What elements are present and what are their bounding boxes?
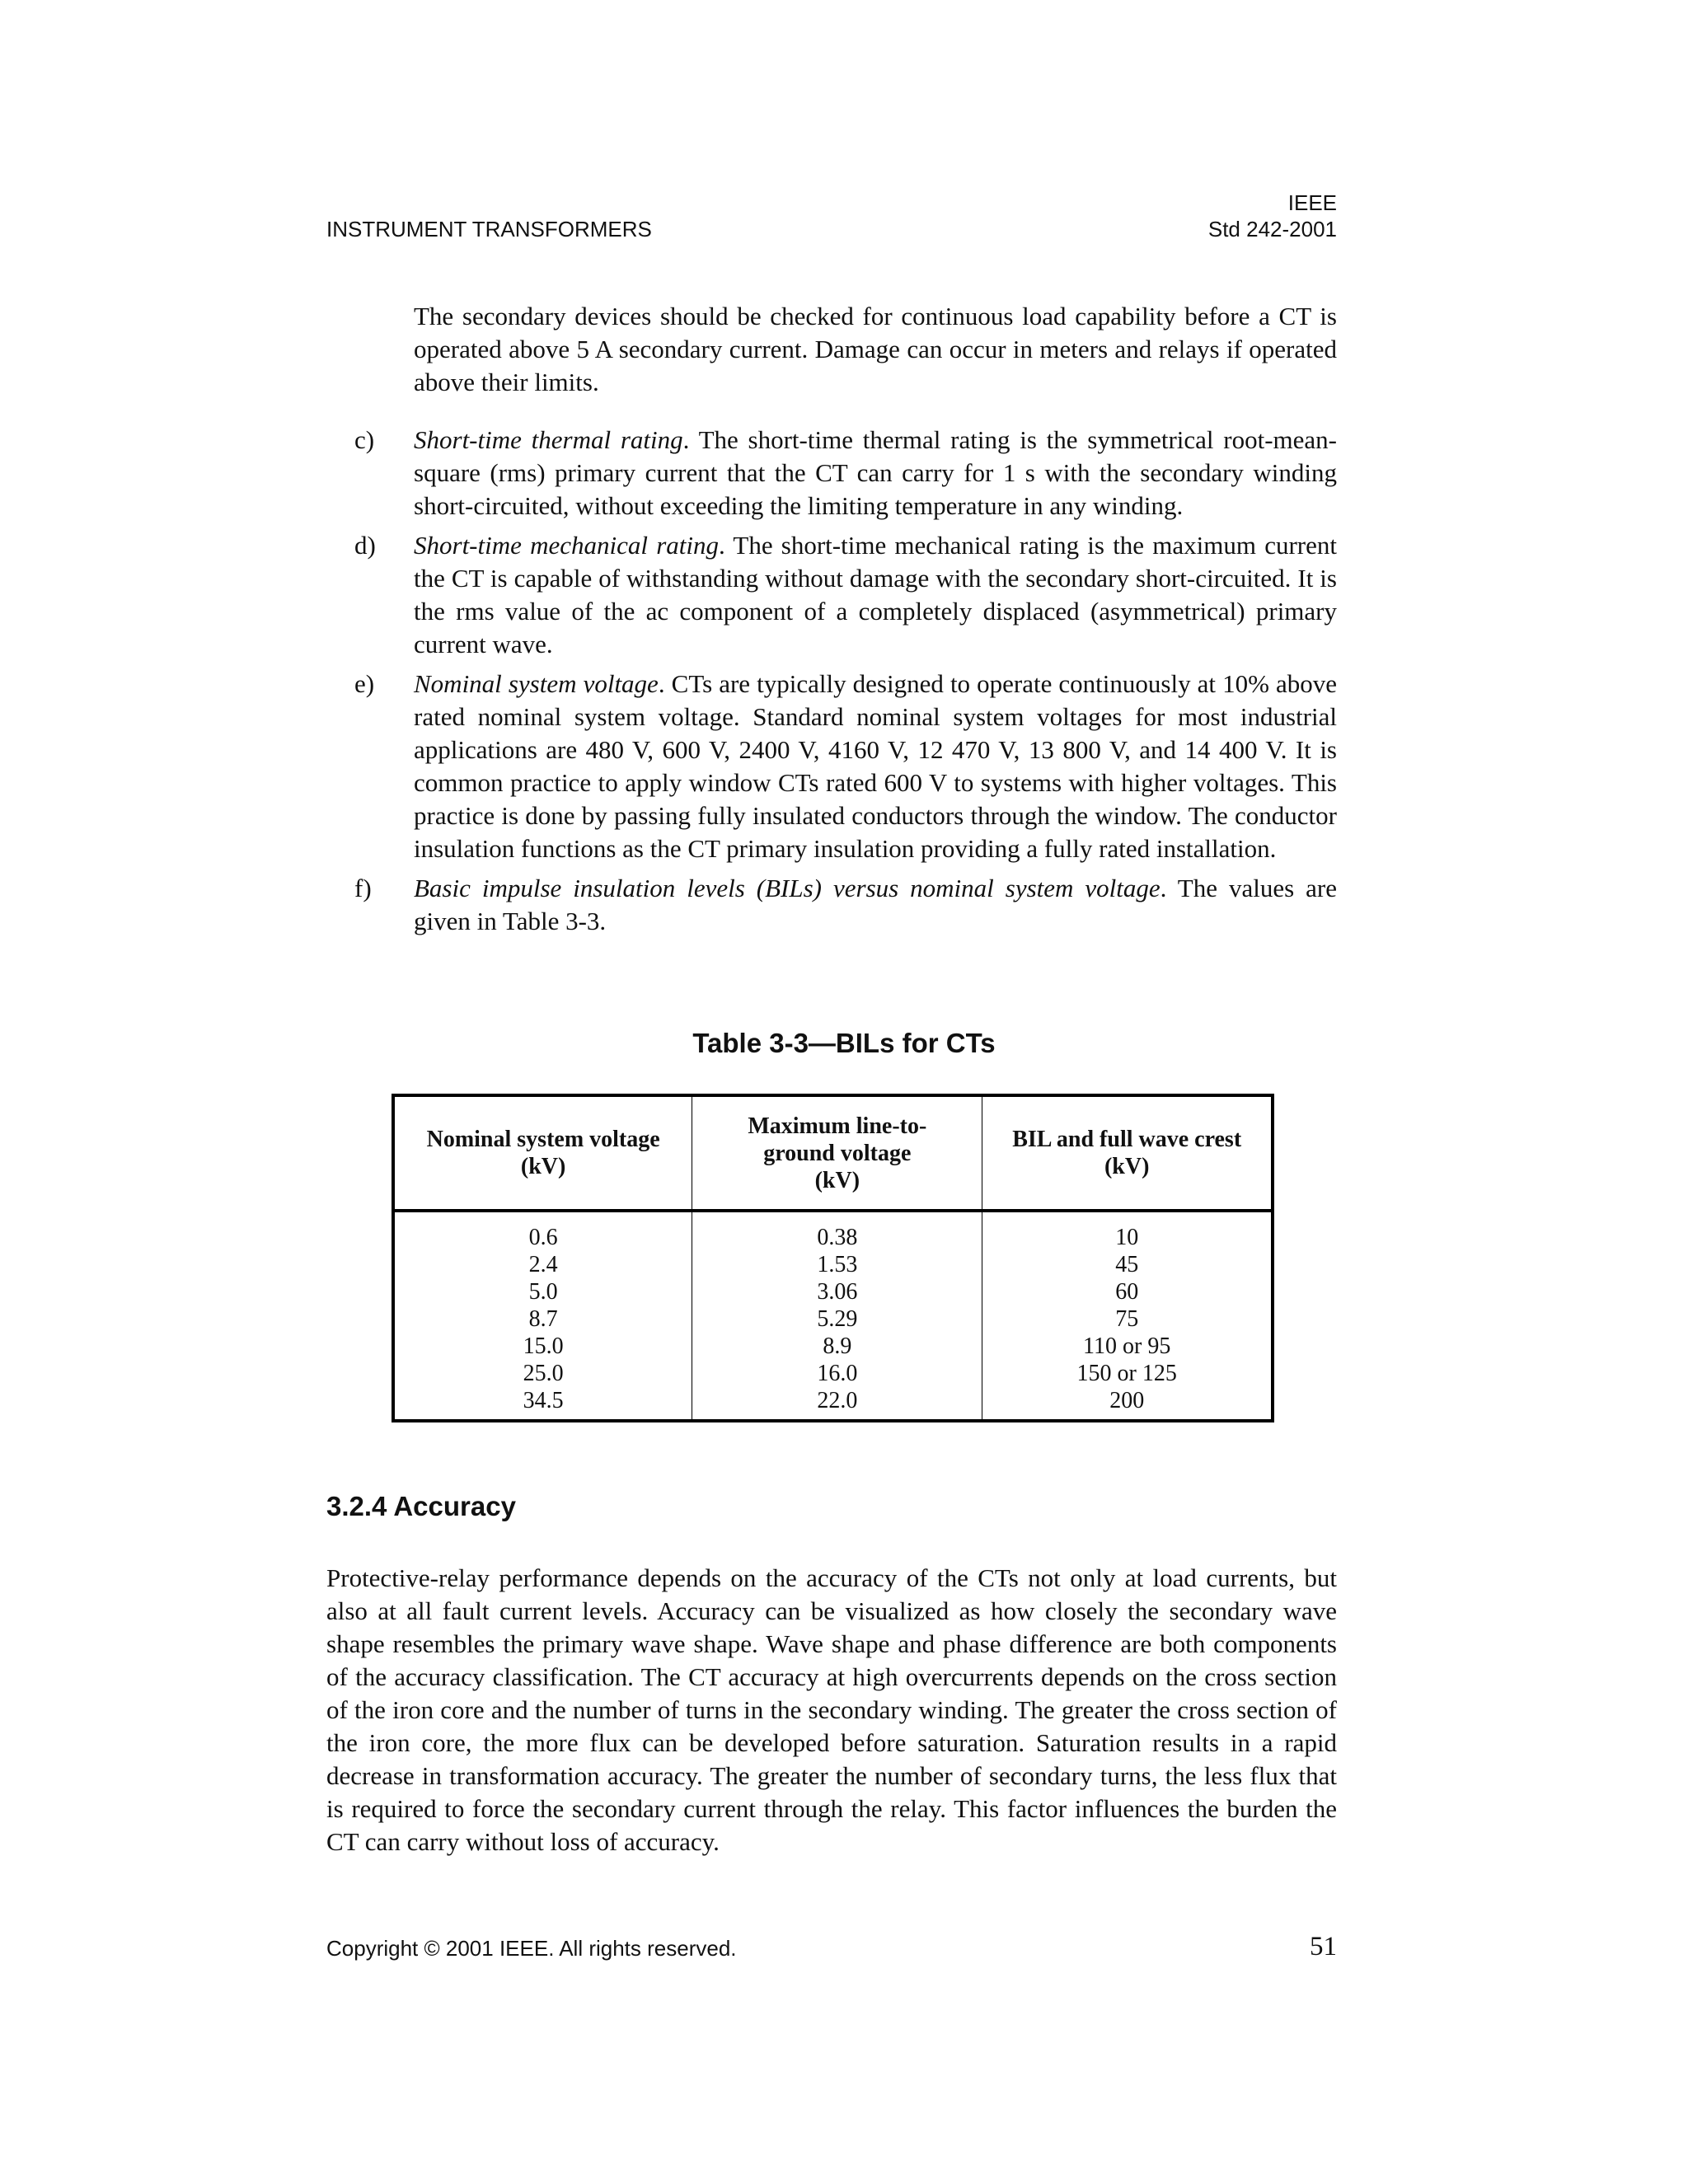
table-cell: 200 bbox=[982, 1387, 1273, 1421]
table-row bbox=[393, 1305, 1273, 1333]
table-cell: 22.0 bbox=[692, 1387, 982, 1421]
table-cell: 16.0 bbox=[692, 1360, 982, 1387]
table-header-row bbox=[393, 1095, 1273, 1211]
table-cell: 5.0 bbox=[528, 1279, 558, 1305]
table-row bbox=[393, 1278, 1273, 1305]
table-cell: 45 bbox=[982, 1251, 1273, 1278]
list-item-text: . The short-time mechanical rating is the maximum current the CT is capable of withstanding without damage with the secondary short-circuited. It is the rms value of the ac component of a completely displaced (asymmetrical) primary current wave. bbox=[414, 531, 1337, 658]
table-row bbox=[393, 1360, 1273, 1387]
table-row bbox=[393, 1251, 1273, 1278]
column-header-nominal-voltage: Nominal system voltage (kV) bbox=[393, 1095, 692, 1211]
table-cell: 1.53 bbox=[692, 1251, 982, 1278]
list-item-title: Basic impulse insulation levels (BILs) versus nominal system voltage bbox=[414, 874, 1160, 902]
running-header-title: INSTRUMENT TRANSFORMERS bbox=[326, 217, 652, 241]
list-marker: f) bbox=[354, 874, 372, 902]
list-item-d bbox=[326, 529, 1337, 661]
list-item-title: Short-time thermal rating bbox=[414, 425, 683, 454]
section-heading: 3.2.4 Accuracy bbox=[326, 1491, 516, 1521]
table-cell: 34.5 bbox=[523, 1388, 564, 1413]
running-header-org: IEEE bbox=[1287, 190, 1337, 215]
list-item-title: Short-time mechanical rating bbox=[414, 531, 719, 560]
accuracy-paragraph: Protective-relay performance depends on the accuracy of the CTs not only at load currents, but also at all fault current levels. Accuracy can be visualized as how closely the secondary wave shape resembles the primary wave shape. Wave shape and phase difference are both components of the accuracy classification. The CT accuracy at high overcurrents depends on the cross section of the iron core and the number of turns in the secondary winding. The greater the cross section of the iron core, the more flux can be developed before saturation. Saturation results in a rapid decrease in transformation accuracy. The greater the number of secondary turns, the less flux that is required to force the secondary current through the relay. This factor influences the burden the CT can carry without loss of accuracy. bbox=[326, 1563, 1337, 1856]
list-marker: d) bbox=[354, 531, 376, 560]
running-header-standard bbox=[1208, 190, 1337, 242]
intro-paragraph: The secondary devices should be checked for continuous load capability before a CT is operated above 5 A secondary current. Damage can occur in meters and relays if operated above their limits. bbox=[414, 302, 1337, 396]
list-item-e bbox=[326, 668, 1337, 865]
table-cell: 25.0 bbox=[523, 1361, 564, 1386]
table-cell: 10 bbox=[982, 1211, 1273, 1251]
running-header bbox=[326, 188, 1337, 246]
table-cell: 75 bbox=[982, 1305, 1273, 1333]
page-number: 51 bbox=[1310, 1932, 1337, 1961]
list-item-text: . The values are given in Table 3-3. bbox=[414, 874, 1337, 935]
table-cell: 15.0 bbox=[523, 1333, 564, 1359]
copyright-notice: Copyright © 2001 IEEE. All rights reserved. bbox=[326, 1936, 737, 1961]
list-item-c bbox=[326, 424, 1337, 523]
list-marker: c) bbox=[354, 425, 375, 454]
rating-list bbox=[326, 424, 1337, 944]
table-row bbox=[393, 1211, 1273, 1251]
table-cell: 110 or 95 bbox=[982, 1333, 1273, 1360]
table-caption: Table 3-3—BILs for CTs bbox=[692, 1028, 996, 1058]
table-row bbox=[393, 1387, 1273, 1421]
list-marker: e) bbox=[354, 669, 375, 698]
list-item-f bbox=[326, 872, 1337, 938]
list-item-text: . The short-time thermal rating is the symmetrical root-mean-square (rms) primary current that the CT can carry for 1 s with the secondary winding short-circuited, without exceeding the limiting temperature in any winding. bbox=[414, 425, 1337, 520]
column-header-max-line-to-ground: Maximum line-to- ground voltage (kV) bbox=[692, 1095, 982, 1211]
table-cell: 5.29 bbox=[692, 1305, 982, 1333]
table-cell: 8.9 bbox=[692, 1333, 982, 1360]
column-header-bil: BIL and full wave crest (kV) bbox=[982, 1095, 1273, 1211]
table-cell: 150 or 125 bbox=[982, 1360, 1273, 1387]
bil-table bbox=[392, 1094, 1274, 1422]
table-cell: 60 bbox=[982, 1278, 1273, 1305]
table-row bbox=[393, 1333, 1273, 1360]
table-cell: 2.4 bbox=[528, 1252, 558, 1277]
table-cell: 8.7 bbox=[528, 1306, 558, 1332]
table-cell: 0.38 bbox=[692, 1211, 982, 1251]
table-cell: 0.6 bbox=[528, 1225, 558, 1250]
table-cell: 3.06 bbox=[692, 1278, 982, 1305]
list-item-title: Nominal system voltage bbox=[414, 669, 659, 698]
running-header-std-number: Std 242-2001 bbox=[1207, 217, 1337, 241]
list-item-text: . CTs are typically designed to operate continuously at 10% above rated nominal system voltage. Standard nominal system voltages for most industrial applications are 480 V, 600 V, 2400 V, 4160 V, 12 470 V, 13 800 V, and 14 400 V. It is common practice to apply window CTs rated 600 V to systems with higher voltages. This practice is done by passing fully insulated conductors through the window. The conductor insulation functions as the CT primary insulation providing a fully rated installation. bbox=[414, 669, 1337, 863]
